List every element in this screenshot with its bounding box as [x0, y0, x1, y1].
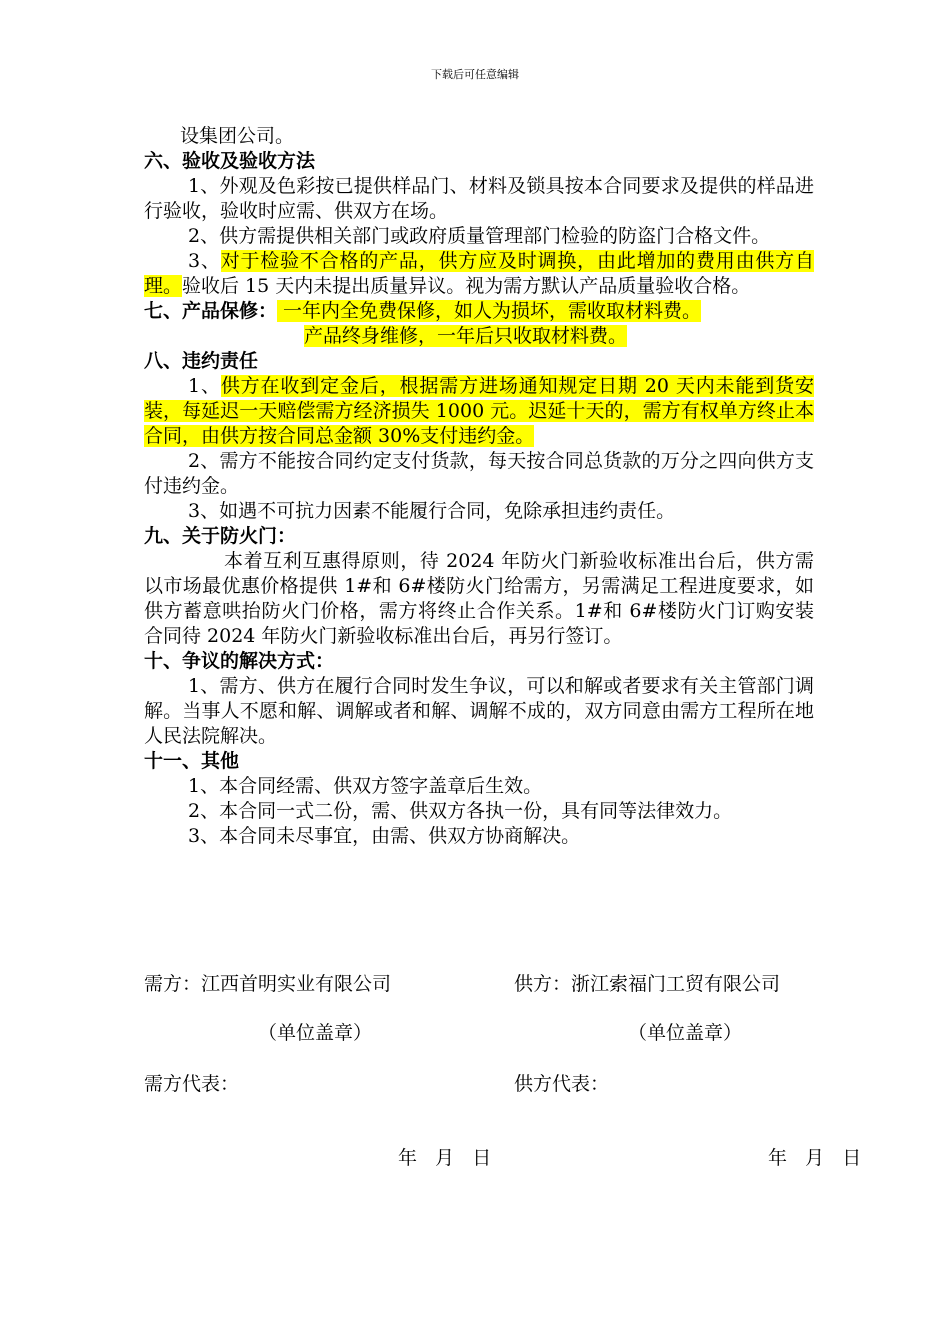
section-7	[144, 299, 814, 324]
section-6-title: 六、验收及验收方法	[144, 150, 316, 172]
buyer-date: 年 月 日	[398, 1147, 492, 1169]
page-header: 下载后可任意编辑	[431, 68, 519, 81]
contract-body	[144, 124, 814, 849]
buyer-representative: 需方代表：	[144, 1073, 240, 1095]
section-10-title: 十、争议的解决方式：	[144, 650, 335, 672]
item-number: 3、	[188, 250, 221, 272]
section-8-item-2: 2、需方不能按合同约定支付货款，每天按合同总货款的万分之四向供方支付违约金。	[144, 450, 814, 497]
section-8-item-1	[144, 374, 814, 449]
continued-text: 设集团公司。	[180, 125, 295, 147]
section-10-item-1: 1、需方、供方在履行合同时发生争议，可以和解或者要求有关主管部门调解。当事人不愿和解、调解或者和解、调解不成的，双方同意由需方工程所在地人民法院解决。	[144, 675, 814, 747]
item-number: 1、	[188, 375, 221, 397]
section-8-item-3: 3、如遇不可抗力因素不能履行合同，免除承担违约责任。	[188, 500, 676, 522]
highlighted-text: 供方在收到定金后，根据需方进场通知规定日期 20 天内未能到货安装，每延迟一天赔偿需方经济损失 1000 元。迟延十天的，需方有权单方终止本合同，由供方按合同总金额 30%支付违约金。	[144, 375, 814, 447]
section-6-item-1: 1、外观及色彩按已提供样品门、材料及锁具按本合同要求及提供的样品进行验收，验收时应需、供双方在场。	[144, 175, 814, 222]
section-6-item-3	[144, 249, 814, 299]
section-9-title: 九、关于防火门：	[144, 525, 297, 547]
seller-representative: 供方代表：	[514, 1073, 610, 1095]
buyer-stamp: （单位盖章）	[258, 1022, 373, 1044]
section-11-title: 十一、其他	[144, 750, 240, 772]
section-7-line-2	[144, 324, 814, 349]
section-11-item-2: 2、本合同一式二份，需、供双方各执一份，具有同等法律效力。	[188, 800, 733, 822]
highlighted-text: 对于检验不合格的产品，供方应及时调换，由此增加的费用由供方自理。	[144, 250, 814, 297]
section-9-body: 本着互利互惠得原则，待 2024 年防火门新验收标准出台后，供方需以市场最优惠价格提供 1#和 6#楼防火门给需方，另需满足工程进度要求，如供方蓄意哄抬防火门价格，需方将终止合作关系。1#和 6#楼防火门订购安装合同待 2024 年防火门新验收标准出台后，再另行签订。	[144, 550, 814, 647]
section-11-item-1: 1、本合同经需、供双方签字盖章后生效。	[188, 775, 543, 797]
warranty-line-2: 产品终身维修，一年后只收取材料费。	[304, 325, 628, 347]
seller-date: 年 月 日	[768, 1147, 862, 1169]
plain-text: 验收后 15 天内未提出质量异议。视为需方默认产品质量验收合格。	[182, 275, 751, 297]
section-6-item-2: 2、供方需提供相关部门或政府质量管理部门检验的防盗门合格文件。	[188, 225, 771, 247]
section-8-title: 八、违约责任	[144, 350, 259, 372]
seller-name: 供方：浙江索福门工贸有限公司	[514, 973, 781, 995]
section-7-title: 七、产品保修：	[144, 300, 278, 322]
buyer-name: 需方：江西首明实业有限公司	[144, 973, 392, 995]
seller-stamp: （单位盖章）	[628, 1022, 743, 1044]
warranty-line-1: 一年内全免费保修，如人为损坏，需收取材料费。	[277, 300, 701, 322]
section-11-item-3: 3、本合同未尽事宜，由需、供双方协商解决。	[188, 825, 581, 847]
